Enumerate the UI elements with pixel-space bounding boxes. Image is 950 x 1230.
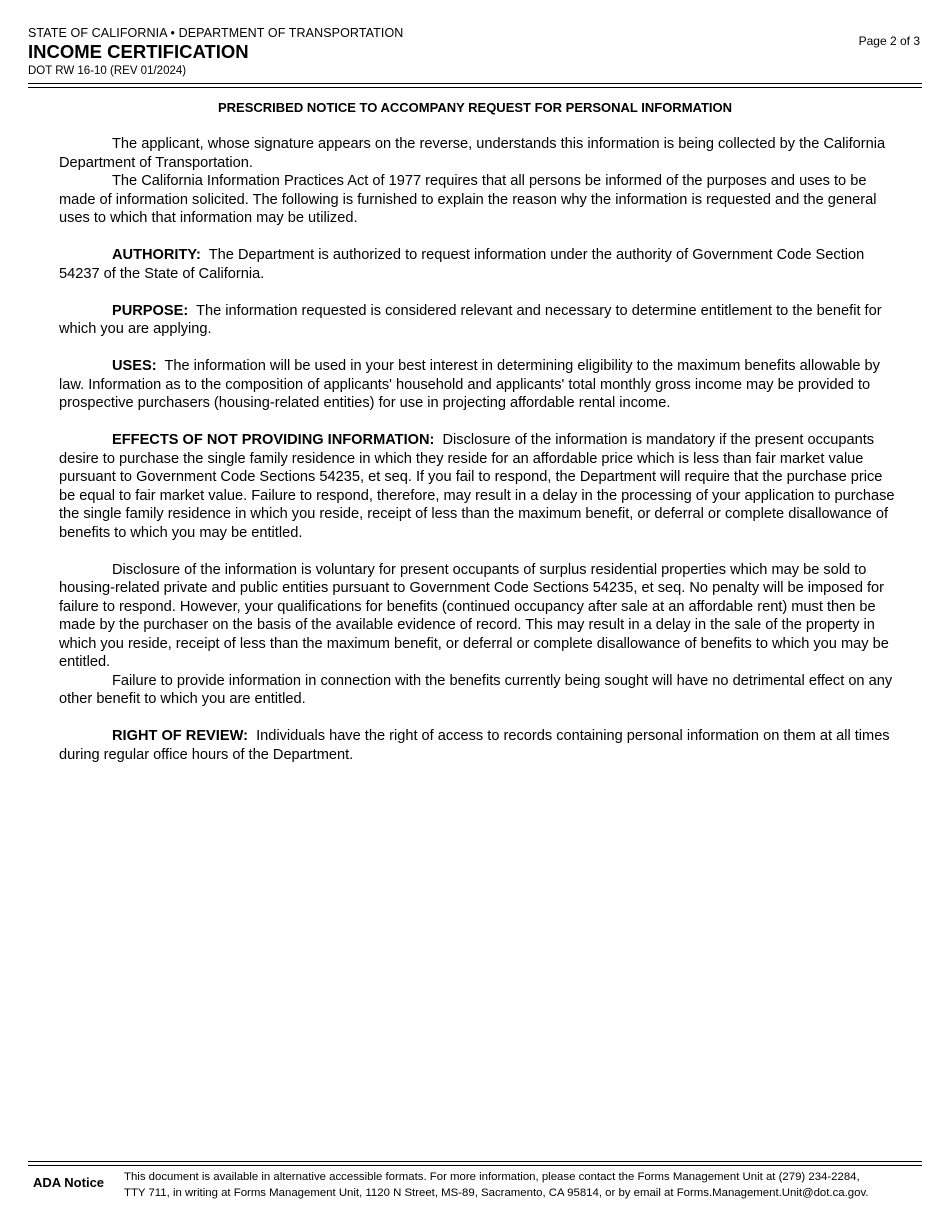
effects-text: Disclosure of the information is mandatory if the present occupants desire to purchase the single family residence in which they reside for an affordable price which is less than fair market value pursuant to Government Code Sections 54235, et seq. If you fail to respond, the Department will require that the purchase price be equal to fair market value. Failure to respond, therefore, may result in a delay in the processing of your application to purchase the single family residence in which you reside, receipt of less than the maximum benefit, or deferral or complete disallowance of benefits to which you may be entitled. [59, 432, 895, 541]
agency-name: STATE OF CALIFORNIA • DEPARTMENT OF TRANSPORTATION [28, 26, 404, 40]
effects-label: EFFECTS OF NOT PROVIDING INFORMATION: [112, 432, 435, 448]
uses-text: The information will be used in your best interest in determining eligibility to the maximum benefits allowable by law. Information as to the composition of applicants' household and applicants' total monthly gross income may be provided to prospective purchasers (housing-related entities) for use in projecting affordable rental income. [59, 358, 880, 411]
review-paragraph [59, 727, 899, 764]
ada-notice-label: ADA Notice [33, 1175, 105, 1190]
effects-paragraph [59, 431, 899, 542]
uses-paragraph [59, 357, 899, 413]
review-text: Individuals have the right of access to records containing personal information on them at all times during regular office hours of the Department. [59, 728, 890, 763]
intro-paragraph-1: The applicant, whose signature appears on the reverse, understands this information is being collected by the California Department of Transportation. [59, 136, 886, 171]
review-label: RIGHT OF REVIEW: [112, 728, 248, 744]
uses-label: USES: [112, 358, 157, 374]
form-title: INCOME CERTIFICATION [28, 41, 249, 62]
form-number: DOT RW 16-10 (REV 01/2024) [28, 65, 187, 77]
footer-divider [28, 1161, 922, 1166]
ada-notice-line-2: TTY 711, in writing at Forms Management Unit, 1120 N Street, MS-89, Sacramento, CA 95814, or by email at Forms.Management.Unit@dot.ca.gov. [124, 1186, 869, 1199]
purpose-paragraph [59, 302, 899, 339]
header-divider [28, 83, 922, 88]
notice-heading: PRESCRIBED NOTICE TO ACCOMPANY REQUEST FOR PERSONAL INFORMATION [217, 100, 732, 115]
intro-paragraph-2: The California Information Practices Act of 1977 requires that all persons be informed of the purposes and uses to be made of information solicited. The following is furnished to explain the reason why the information is requested and the general uses to which that information may be utilized. [59, 173, 877, 226]
purpose-text: The information requested is considered relevant and necessary to determine entitlement to the benefit for which you are applying. [59, 302, 882, 337]
ada-notice-text [124, 1170, 924, 1201]
authority-paragraph [59, 246, 899, 283]
authority-text: The Department is authorized to request information under the authority of Government Code Section 54237 of the State of California. [59, 247, 865, 282]
failure-paragraph: Failure to provide information in connection with the benefits currently being sought will have no detrimental effect on any other benefit to which you are entitled. [59, 672, 893, 707]
authority-label: AUTHORITY: [112, 247, 201, 263]
page-number: Page 2 of 3 [858, 34, 920, 48]
notice-body [59, 135, 899, 764]
ada-notice-line-1: This document is available in alternative accessible formats. For more information, please contact the Forms Management Unit at (279) 234-2284, [124, 1171, 860, 1183]
voluntary-paragraph: Disclosure of the information is voluntary for present occupants of surplus residential properties which may be sold to housing-related private and public entities pursuant to Government Code Sections 54235, et seq. No penalty will be imposed for failure to respond. However, your qualifications for benefits (continued occupancy after sale at an affordable rent) must then be made by the purchaser on the basis of the available evidence of record. This may result in a delay in the sale of the property in which you reside, receipt of less than the maximum benefit, or deferral or complete disallowance of benefits to which you may be entitled. [59, 561, 889, 670]
purpose-label: PURPOSE: [112, 302, 189, 319]
